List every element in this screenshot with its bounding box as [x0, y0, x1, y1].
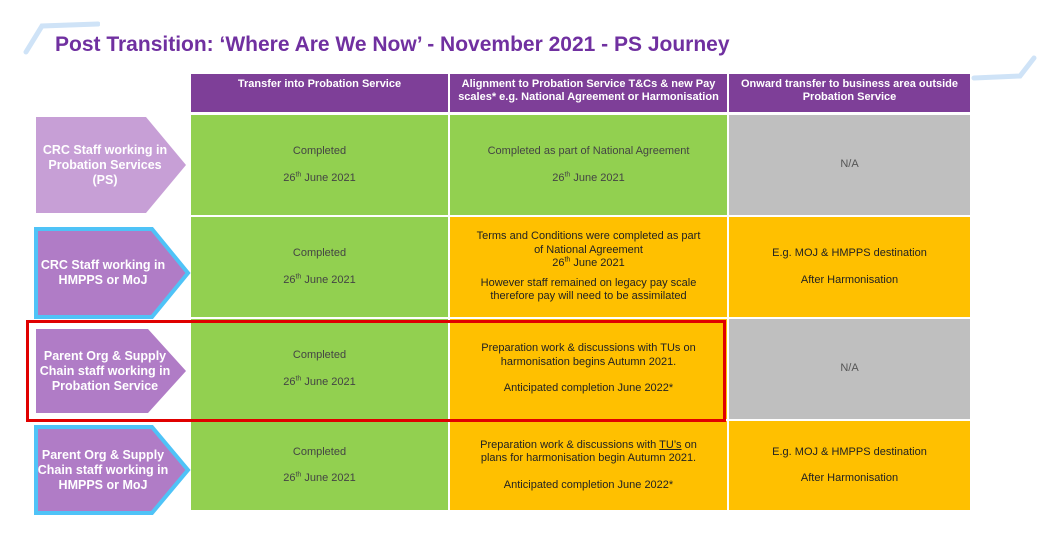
row-label-arrow-parent-hmpps [34, 425, 192, 515]
row-label: Parent Org & Supply Chain staff working in HMPPS or MoJ [37, 447, 169, 492]
cell-onward-row2 [729, 217, 970, 317]
cell-transfer-row4 [191, 421, 448, 510]
row-label: CRC Staff working in Probation Services (PS) [42, 142, 168, 187]
date-text: 26th June 2021 [552, 170, 625, 184]
row-label-arrow-crc-hmpps [34, 227, 192, 319]
header-alignment-label: Alignment to Probation Service T&Cs & new Pay scales* e.g. National Agreement or Harmonisation [458, 78, 719, 103]
alignment-text: Preparation work & discussions with TU’s on plans for harmonisation begin Autumn 2021. [480, 438, 697, 465]
alignment-text: Completed as part of National Agreement [487, 145, 690, 157]
status-text: Completed [292, 247, 347, 259]
cell-onward-row3 [729, 319, 970, 419]
alignment-note: However staff remained on legacy pay scale therefore pay will need to be assimilated [480, 276, 697, 303]
status-text: Completed [292, 445, 347, 458]
alignment-text: Terms and Conditions were completed as part of National Agreement [476, 230, 701, 256]
date-text: 26th June 2021 [283, 471, 356, 484]
header-alignment [450, 74, 727, 112]
row-label: CRC Staff working in HMPPS or MoJ [40, 258, 166, 287]
onward-text: E.g. MOJ & HMPPS destination [772, 247, 927, 259]
cell-onward-row1 [729, 115, 970, 215]
header-transfer [191, 74, 448, 112]
onward-note: After Harmonisation [800, 273, 899, 286]
date-text: 26th June 2021 [283, 374, 356, 388]
onward-note: After Harmonisation [800, 472, 899, 484]
alignment-text: Preparation work & discussions with TUs on harmonisation begins Autumn 2021. [481, 342, 696, 368]
decorative-corner-top-right [970, 52, 1040, 88]
cell-onward-row4 [729, 421, 970, 510]
header-transfer-label: Transfer into Probation Service [237, 78, 402, 90]
completion-text: Anticipated completion June 2022* [503, 382, 674, 395]
onward-text: N/A [840, 362, 859, 375]
onward-text: E.g. MOJ & HMPPS destination [772, 445, 927, 458]
date-text: 26th June 2021 [283, 170, 356, 184]
date-text: 26th June 2021 [283, 272, 356, 286]
cell-alignment-row4 [450, 421, 727, 510]
date-text: 26th June 2021 [552, 256, 625, 270]
highlight-box [26, 320, 726, 422]
cell-transfer-row2 [191, 217, 448, 317]
cell-alignment-row1 [450, 115, 727, 215]
row-label-arrow-crc-ps [36, 117, 188, 213]
status-text: Completed [292, 145, 347, 157]
completion-text: Anticipated completion June 2022* [503, 478, 674, 491]
status-text: Completed [292, 349, 347, 361]
header-onward [729, 74, 970, 112]
onward-text: N/A [840, 158, 859, 171]
cell-transfer-row1 [191, 115, 448, 215]
page-title: Post Transition: ‘Where Are We Now’ - November 2021 - PS Journey [55, 33, 730, 56]
header-onward-label: Onward transfer to business area outside Probation Service [740, 78, 958, 103]
row-label: Parent Org & Supply Chain staff working in Probation Service [39, 348, 171, 393]
cell-alignment-row2 [450, 217, 727, 317]
